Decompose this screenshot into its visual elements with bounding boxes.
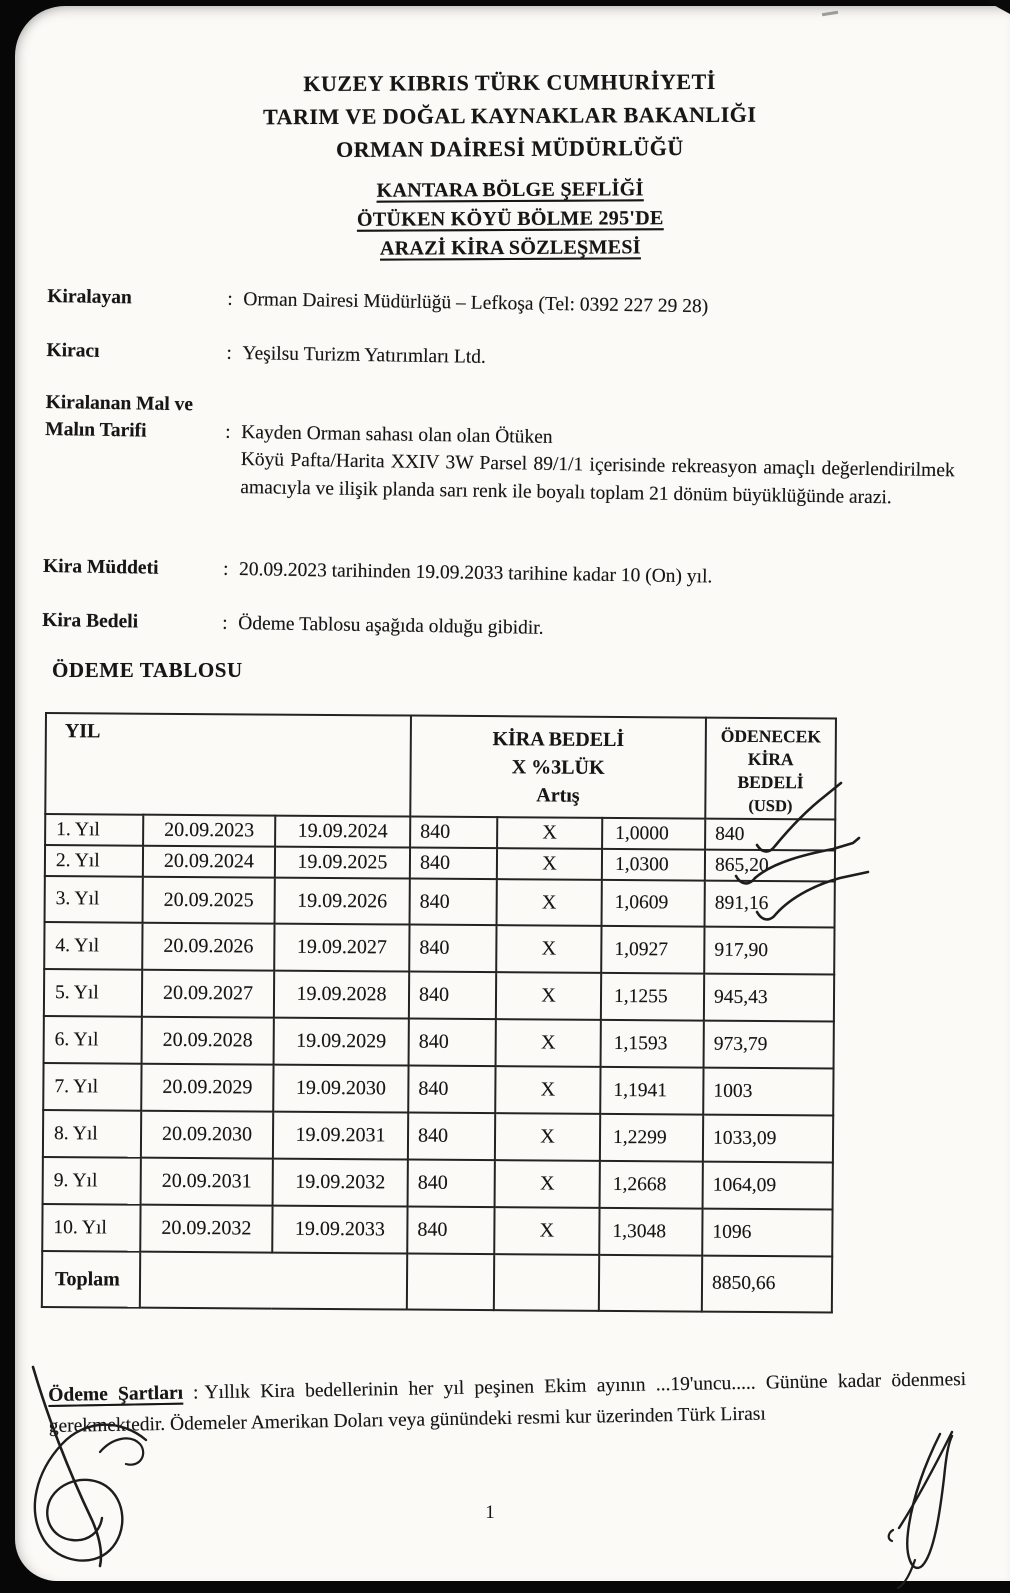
- cell-end-date: 19.09.2033: [272, 1206, 407, 1254]
- table-row: [44, 1016, 834, 1069]
- table-row: [44, 922, 834, 975]
- colon-separator: :: [222, 558, 229, 580]
- payment-terms-text: Yıllık Kira bedellerinin her yıl peşinen Ekim ayının ...19'uncu..... Gününe kadar ödenmesi gerekmektedir. Ödemeler Amerikan Doları veya günündeki resmi kur üzerinden Türk Lirası: [48, 1368, 967, 1437]
- header-rent-increase-line1: KİRA BEDELİ: [492, 728, 625, 752]
- cell-start-date: 20.09.2027: [142, 970, 274, 1018]
- table-row: [42, 1204, 832, 1257]
- cell-base-rent: 840: [408, 1160, 495, 1208]
- cell-payable-usd: 973,79: [704, 1021, 834, 1069]
- cell-multiply-sign: X: [496, 972, 601, 1020]
- header-payable-rent: [705, 718, 836, 820]
- cell-payable-usd: 865,20: [705, 850, 835, 882]
- header-payable-line3: BEDELİ: [737, 771, 804, 793]
- cell-multiply-sign: X: [497, 879, 602, 926]
- field-value-lessor: Orman Dairesi Müdürlüğü – Lefkoşa (Tel: 0392 227 29 28): [243, 289, 709, 318]
- cell-start-date: 20.09.2030: [141, 1111, 273, 1159]
- cell-multiply-sign: X: [496, 1019, 601, 1067]
- header-rent-increase-line2: X %3LÜK: [511, 756, 605, 779]
- cell-year: 1. Yıl: [45, 814, 143, 846]
- cell-multiply-sign: X: [494, 1207, 599, 1255]
- payment-terms-label: Ödeme Şartları: [48, 1382, 184, 1406]
- cell-multiply-sign: X: [497, 848, 602, 880]
- village-plot-title: ÖTÜKEN KÖYÜ BÖLME 295'DE: [356, 207, 664, 231]
- cell-base-rent: 840: [410, 879, 497, 926]
- field-label-property-line1: Kiralanan Mal ve: [45, 391, 194, 416]
- cell-end-date: 19.09.2025: [275, 847, 410, 879]
- cell-year: 6. Yıl: [44, 1016, 142, 1064]
- cell-year: 7. Yıl: [43, 1063, 141, 1111]
- payment-terms-paragraph: [48, 1364, 967, 1442]
- cell-base-rent: 840: [409, 1019, 496, 1067]
- cell-base-rent: 840: [409, 972, 496, 1020]
- field-value-rent-amount: Ödeme Tablosu aşağıda olduğu gibidir.: [238, 613, 544, 639]
- cell-multiply-sign: X: [496, 925, 601, 973]
- cell-year: 5. Yıl: [44, 969, 142, 1017]
- colon-separator: :: [222, 612, 228, 634]
- header-rent-increase: [410, 716, 706, 819]
- cell-payable-usd: 1064,09: [703, 1162, 833, 1210]
- field-label-lessor: Kiralayan: [47, 285, 133, 309]
- colon-separator: :: [227, 288, 233, 310]
- cell-start-date: 20.09.2026: [142, 923, 274, 971]
- ministry-line-3: ORMAN DAİRESİ MÜDÜRLÜĞÜ: [336, 135, 684, 162]
- field-label-lessee: Kiracı: [46, 339, 100, 362]
- cell-payable-usd: 1096: [702, 1209, 832, 1257]
- cell-multiplier: 1,0609: [602, 880, 705, 927]
- cell-payable-usd: 891,16: [705, 881, 835, 928]
- colon-separator: :: [192, 1382, 199, 1404]
- document-title-block: [60, 174, 960, 266]
- field-rent-amount: [42, 607, 952, 648]
- cell-base-rent: 840: [408, 1113, 495, 1161]
- cell-start-date: 20.09.2024: [143, 846, 275, 878]
- cell-start-date: 20.09.2031: [141, 1158, 273, 1206]
- cell-start-date: 20.09.2023: [143, 815, 275, 847]
- payment-table-wrap: [41, 712, 837, 1314]
- cell-start-date: 20.09.2025: [143, 877, 275, 924]
- cell-year: 10. Yıl: [42, 1204, 140, 1252]
- empty-cell: [599, 1255, 702, 1312]
- field-lessee: [46, 337, 956, 378]
- document-header: [59, 64, 960, 266]
- table-row: [45, 876, 835, 928]
- payment-table: [41, 712, 837, 1314]
- cell-end-date: 19.09.2030: [273, 1065, 408, 1113]
- cell-base-rent: 840: [408, 1066, 495, 1114]
- cell-payable-usd: 840: [705, 819, 835, 851]
- cell-end-date: 19.09.2026: [275, 878, 410, 925]
- header-payable-line4: (USD): [748, 795, 793, 816]
- payment-table-title: ÖDEME TABLOSU: [52, 658, 243, 682]
- cell-multiplier: 1,2668: [600, 1161, 703, 1209]
- cell-year: 9. Yıl: [43, 1157, 141, 1205]
- table-header-row: [45, 713, 836, 820]
- field-property-description: [44, 389, 956, 513]
- ministry-line-2: TARIM VE DOĞAL KAYNAKLAR BAKANLIĞI: [263, 101, 757, 130]
- field-label-property: [45, 389, 226, 446]
- cell-end-date: 19.09.2032: [273, 1159, 408, 1207]
- cell-multiplier: 1,1255: [601, 973, 704, 1021]
- cell-total-value: 8850,66: [702, 1256, 832, 1313]
- region-office-title: KANTARA BÖLGE ŞEFLİĞİ: [376, 178, 644, 202]
- cell-end-date: 19.09.2031: [273, 1112, 408, 1160]
- cell-start-date: 20.09.2028: [142, 1017, 274, 1065]
- empty-cell: [494, 1254, 599, 1311]
- field-value-property: [240, 392, 956, 513]
- cell-base-rent: 840: [407, 1207, 494, 1255]
- cell-multiply-sign: X: [497, 817, 602, 849]
- table-total-row: [42, 1251, 832, 1313]
- cell-multiply-sign: X: [495, 1066, 600, 1114]
- cell-multiplier: 1,0927: [601, 926, 704, 974]
- cell-multiplier: 1,0300: [602, 849, 705, 881]
- cell-payable-usd: 945,43: [704, 974, 834, 1022]
- cell-start-date: 20.09.2029: [141, 1064, 273, 1112]
- cell-multiplier: 1,2299: [600, 1114, 703, 1162]
- cell-payable-usd: 1033,09: [703, 1115, 833, 1163]
- field-lease-term: [43, 553, 953, 594]
- cell-year: 3. Yıl: [45, 876, 143, 923]
- contract-title: ARAZİ KİRA SÖZLEŞMESİ: [379, 236, 641, 260]
- colon-separator: :: [225, 421, 231, 443]
- header-payable-line1: ÖDENECEK: [720, 725, 822, 747]
- header-rent-increase-line3: Artış: [536, 784, 580, 807]
- field-label-property-line2: Malın Tarifi: [45, 418, 147, 442]
- cell-start-date: 20.09.2032: [140, 1205, 272, 1253]
- field-lessor: [47, 283, 957, 324]
- cell-base-rent: 840: [410, 848, 497, 880]
- cell-year: 2. Yıl: [45, 845, 143, 877]
- table-row: [43, 1063, 833, 1116]
- page-number: 1: [485, 1502, 495, 1523]
- empty-cell: [140, 1252, 407, 1310]
- property-description-rest: Köyü Pafta/Harita XXIV 3W Parsel 89/1/1 içerisinde rekreasyon amaçlı değerlendirilmek amacıyla ve ilişik planda sarı renk ile boyalı toplam 21 dönüm büyüklüğünde arazi.: [240, 449, 955, 509]
- cell-end-date: 19.09.2027: [274, 924, 409, 972]
- cell-year: 4. Yıl: [44, 922, 142, 970]
- cell-total-label: Toplam: [42, 1251, 140, 1308]
- table-row: [43, 1110, 833, 1163]
- cell-end-date: 19.09.2029: [274, 1018, 409, 1066]
- cell-payable-usd: 917,90: [704, 927, 834, 975]
- ministry-line-1: KUZEY KIBRIS TÜRK CUMHURİYETİ: [303, 68, 716, 97]
- cell-multiplier: 1,0000: [602, 818, 705, 850]
- property-description-line1: Kayden Orman sahası olan olan Ötüken: [241, 422, 553, 448]
- cell-end-date: 19.09.2028: [274, 971, 409, 1019]
- field-label-lease-term: Kira Müddeti: [42, 555, 159, 579]
- cell-year: 8. Yıl: [43, 1110, 141, 1158]
- header-payable-line2: KİRA: [747, 748, 794, 770]
- field-value-lessee: Yeşilsu Turizm Yatırımları Ltd.: [242, 343, 487, 368]
- cell-base-rent: 840: [410, 817, 497, 849]
- cell-multiply-sign: X: [495, 1113, 600, 1161]
- colon-separator: :: [226, 342, 233, 364]
- cell-end-date: 19.09.2024: [275, 816, 410, 848]
- empty-cell: [407, 1254, 494, 1311]
- cell-base-rent: 840: [409, 925, 496, 973]
- field-value-lease-term: 20.09.2023 tarihinden 19.09.2033 tarihine kadar 10 (On) yıl.: [238, 559, 713, 588]
- table-row: [44, 969, 834, 1022]
- cell-multiplier: 1,3048: [599, 1208, 702, 1256]
- cell-multiplier: 1,1941: [600, 1067, 703, 1115]
- field-label-rent-amount: Kira Bedeli: [42, 609, 139, 633]
- table-row: [43, 1157, 833, 1210]
- cell-multiplier: 1,1593: [601, 1020, 704, 1068]
- cell-payable-usd: 1003: [703, 1068, 833, 1116]
- cell-multiply-sign: X: [495, 1160, 600, 1208]
- header-year: YIL: [45, 713, 411, 817]
